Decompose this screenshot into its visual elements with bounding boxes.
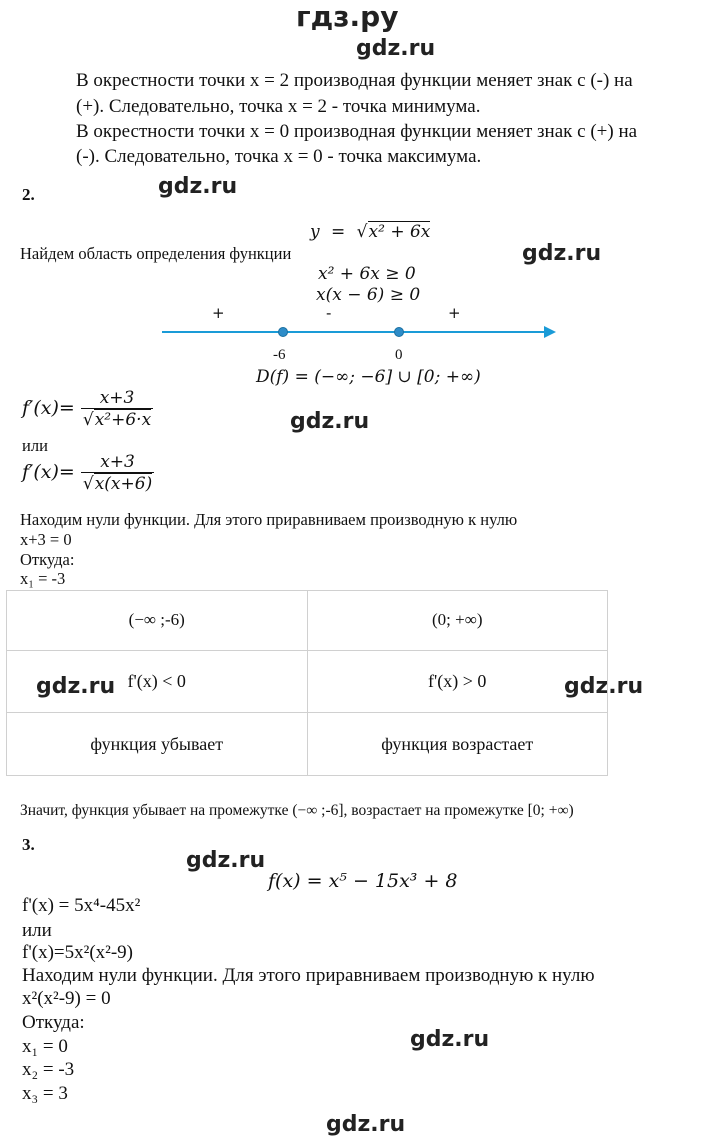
number-line (160, 302, 560, 372)
derivative-1 (22, 388, 153, 430)
task-3-derivative-1: f'(x) = 5x⁴-45x² (22, 895, 141, 916)
derivative-2-numerator: x+3 (100, 452, 135, 472)
derivative-2-fraction (81, 452, 154, 494)
zero-equation: x+3 = 0 (20, 530, 72, 549)
watermark: gdz.ru (290, 409, 370, 434)
sqrt-sign: √ (356, 222, 368, 242)
domain-text: Найдем область определения функции (20, 244, 292, 263)
task-3-zeros-text: Находим нули функции. Для этого приравниваем производную к нулю (22, 965, 595, 986)
task-3-root-2: x₂ = -3 (22, 1059, 75, 1080)
derivative-1-fraction (81, 388, 153, 430)
derivative-2 (22, 452, 154, 494)
watermark: gdz.ru (36, 674, 116, 699)
domain-result: D(f) = (−∞; −6] ∪ [0; +∞) (256, 367, 481, 387)
intro-line-3: В окрестности точки x = 0 производная функции меняет знак с (+) на (76, 121, 638, 142)
task-3-root-1: x₁ = 0 (22, 1036, 68, 1057)
label-0: 0 (395, 347, 403, 363)
watermark: gdz.ru (186, 848, 266, 873)
task-2-function (310, 222, 430, 242)
task-3-whence: Откуда: (22, 1012, 85, 1033)
watermark: gdz.ru (564, 674, 644, 699)
site-header: гдз.ру (296, 0, 399, 33)
table-cell-sign-2: f'(x) > 0 (307, 650, 608, 713)
function-y: y (310, 222, 320, 242)
point-minus-6 (279, 328, 288, 337)
task-2-number: 2. (22, 185, 35, 204)
inequality-1: x² + 6x ≥ 0 (318, 264, 416, 284)
arrow-right-icon (544, 326, 556, 338)
table-row (7, 713, 608, 776)
watermark: gdz.ru (522, 241, 602, 266)
sign-plus-left: + (212, 304, 225, 322)
derivative-1-denominator: √x²+6·x (82, 410, 152, 430)
sign-table (6, 590, 608, 776)
task-3-root-3: x₃ = 3 (22, 1083, 68, 1104)
zeros-text: Находим нули функции. Для этого приравниваем производную к нулю (20, 510, 518, 529)
derivative-1-numerator: x+3 (99, 388, 135, 408)
label-minus-6: -6 (273, 347, 286, 363)
table-row (7, 650, 608, 713)
table-row (7, 591, 608, 651)
task-3-zero-equation: x²(x²-9) = 0 (22, 988, 111, 1009)
inequality-2: x(x − 6) ≥ 0 (316, 285, 421, 305)
sign-minus: - (326, 304, 332, 322)
watermark: gdz.ru (410, 1027, 490, 1052)
intro-line-1: В окрестности точки x = 2 производная функции меняет знак с (-) на (76, 70, 633, 91)
watermark: gdz.ru (158, 174, 238, 199)
task-3-derivative-2: f'(x)=5x²(x²-9) (22, 942, 133, 963)
table-cell-behavior-2: функция возрастает (307, 713, 608, 776)
table-cell-interval-2: (0; +∞) (307, 591, 608, 651)
function-radicand: x² + 6x (368, 222, 431, 242)
whence-text: Откуда: (20, 550, 75, 569)
root-x1: x₁ = -3 (20, 569, 66, 588)
intro-line-4: (-). Следовательно, точка x = 0 - точка максимума. (76, 146, 482, 167)
watermark: gdz.ru (356, 36, 436, 61)
table-cell-sign-1: f'(x) < 0 (7, 650, 308, 713)
table-cell-behavior-1: функция убывает (7, 713, 308, 776)
derivative-2-denominator: √x(x+6) (82, 474, 153, 494)
task-3-or: или (22, 920, 52, 941)
derivative-1-lhs: f′(x)= (22, 397, 75, 419)
function-equals: = (331, 222, 346, 242)
table-cell-interval-1: (−∞ ;-6) (7, 591, 308, 651)
watermark: gdz.ru (326, 1112, 406, 1137)
sign-plus-right: + (448, 304, 461, 322)
point-0 (395, 328, 404, 337)
or-text: или (22, 436, 48, 455)
derivative-2-lhs: f′(x)= (22, 461, 75, 483)
conclusion-text: Значит, функция убывает на промежутке (−∞ ;-6], возрастает на промежутке [0; +∞) (20, 802, 574, 819)
intro-line-2: (+). Следовательно, точка x = 2 - точка минимума. (76, 96, 481, 117)
task-3-function: f(x) = x⁵ − 15x³ + 8 (268, 870, 458, 892)
task-3-number: 3. (22, 835, 35, 854)
